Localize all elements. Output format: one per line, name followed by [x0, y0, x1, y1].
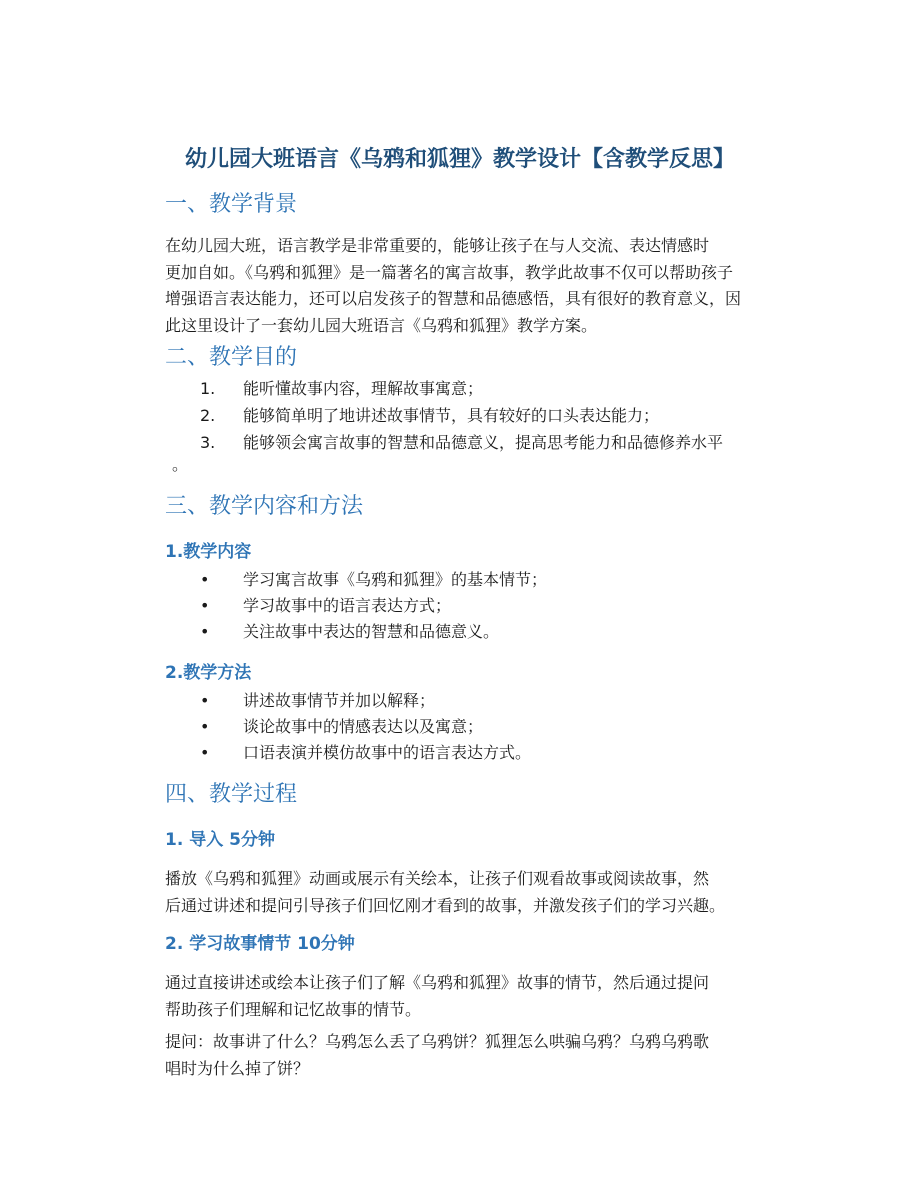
- document-title: 幼儿园大班语言《乌鸦和狐狸》教学设计【含教学反思】: [184, 147, 735, 172]
- bullet-item-text: 学习故事中的语言表达方式；: [243, 596, 452, 615]
- paragraph-line: 更加自如。《乌鸦和狐狸》是一篇著名的寓言故事，教学此故事不仅可以帮助孩子: [165, 262, 734, 282]
- list-item-text: 能够简单明了地讲述故事情节，具有较好的口头表达能力；: [243, 406, 660, 425]
- bullet-icon: •: [200, 622, 210, 641]
- paragraph-questions: [165, 1029, 780, 1082]
- paragraph-line: 唱时为什么掉了饼？: [165, 1058, 310, 1078]
- subsection-heading-methods: 2.教学方法: [165, 663, 252, 683]
- paragraph-line: 此这里设计了一套幼儿园大班语言《乌鸦和狐狸》教学方案。: [165, 315, 598, 335]
- paragraph-line: 在幼儿园大班，语言教学是非常重要的，能够让孩子在与人交流、表达情感时: [165, 236, 710, 255]
- subsection-heading-intro: 1. 导入 5分钟: [165, 830, 275, 850]
- bullet-item-text: 讲述故事情节并加以解释；: [243, 691, 436, 710]
- paragraph-line: 提问：故事讲了什么？乌鸦怎么丢了乌鸦饼？狐狸怎么哄骗乌鸦？乌鸦乌鸦歌: [165, 1032, 710, 1051]
- paragraph-story: [165, 970, 780, 1023]
- bullet-item-text: 学习寓言故事《乌鸦和狐狸》的基本情节；: [243, 570, 548, 589]
- bullet-icon: •: [200, 743, 210, 762]
- bullet-item-text: 谈论故事中的情感表达以及寓意；: [243, 717, 484, 736]
- bullet-icon: •: [200, 596, 210, 615]
- list-number: 1.: [200, 379, 216, 398]
- section-heading-process: 四、教学过程: [165, 782, 298, 807]
- section-heading-content-methods: 三、教学内容和方法: [165, 494, 364, 519]
- bullet-icon: •: [200, 691, 210, 710]
- bullet-icon: •: [200, 570, 210, 589]
- bullet-item-text: 关注故事中表达的智慧和品德意义。: [243, 622, 500, 641]
- list-item-text: 能听懂故事内容，理解故事寓意；: [243, 379, 484, 398]
- subsection-heading-story: 2. 学习故事情节 10分钟: [165, 934, 355, 954]
- paragraph-line: 播放《乌鸦和狐狸》动画或展示有关绘本，让孩子们观看故事或阅读故事，然: [165, 869, 710, 888]
- section-heading-background: 一、教学背景: [165, 192, 298, 217]
- bullet-icon: •: [200, 717, 210, 736]
- paragraph-line: 增强语言表达能力，还可以启发孩子的智慧和品德感悟，具有很好的教育意义，因: [165, 289, 742, 308]
- subsection-heading-content: 1.教学内容: [165, 542, 252, 562]
- paragraph-background: [165, 233, 780, 339]
- list-item-continuation: 。: [172, 455, 189, 474]
- list-number: 2.: [200, 406, 216, 425]
- paragraph-intro: [165, 866, 780, 919]
- list-item-text: 能够领会寓言故事的智慧和品德意义，提高思考能力和品德修养水平: [243, 433, 724, 452]
- paragraph-line: 帮助孩子们理解和记忆故事的情节。: [165, 999, 422, 1019]
- bullet-item-text: 口语表演并模仿故事中的语言表达方式。: [243, 743, 532, 762]
- section-heading-objectives: 二、教学目的: [165, 345, 298, 370]
- list-number: 3.: [200, 433, 216, 452]
- paragraph-line: 后通过讲述和提问引导孩子们回忆刚才看到的故事，并激发孩子们的学习兴趣。: [165, 895, 726, 915]
- paragraph-line: 通过直接讲述或绘本让孩子们了解《乌鸦和狐狸》故事的情节，然后通过提问: [165, 973, 710, 992]
